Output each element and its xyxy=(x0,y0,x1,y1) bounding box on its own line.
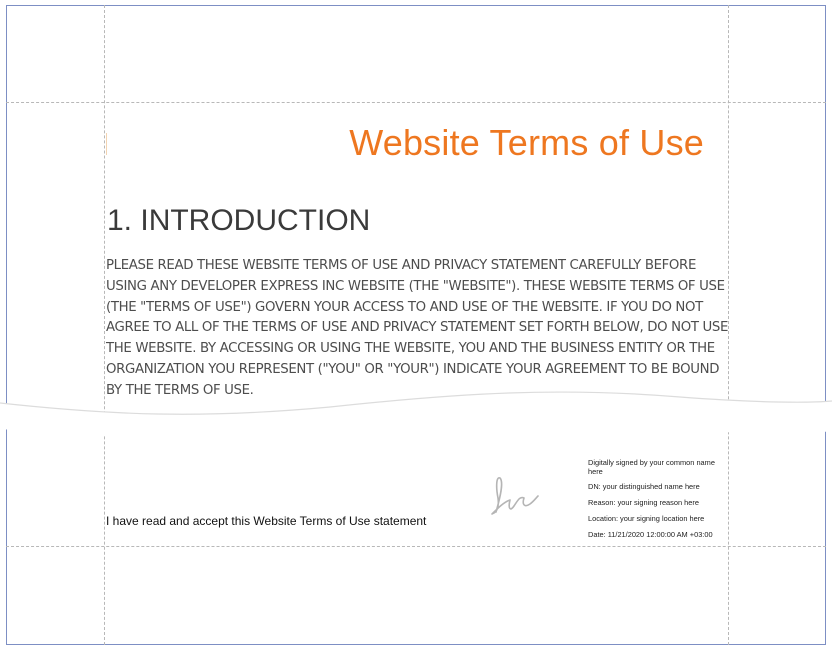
bottom-margin-guide xyxy=(6,546,826,547)
signature-icon xyxy=(486,468,542,520)
signature-dn: DN: your distinguished name here xyxy=(588,482,700,491)
intro-paragraph: PLEASE READ THESE WEBSITE TERMS OF USE AND PRIVACY STATEMENT CAREFULLY BEFORE USING ANY DEVELOPER EXPRESS INC WEBSITE (THE "WEBSITE"). THESE WEBSITE TERMS OF USE (THE "TERMS OF USE") GOVERN YOUR ACCESS TO AND USE OF THE WEBSITE. IF YOU DO NOT AGREE TO ALL OF THE TERMS OF USE AND PRIVACY STATEMENT SET FORTH BELOW, DO NOT USE THE WEBSITE. BY ACCESSING OR USING THE WEBSITE, YOU AND THE BUSINESS ENTITY OR THE ORGANIZATION YOU REPRESENT ("YOU" OR "YOUR") INDICATE YOUR AGREEMENT TO BE BOUND BY THE TERMS OF USE. xyxy=(106,258,729,398)
top-margin-guide xyxy=(6,102,826,103)
text-cursor xyxy=(106,133,107,155)
signature-date: Date: 11/21/2020 12:00:00 AM +03:00 xyxy=(588,530,713,539)
left-margin-guide xyxy=(104,5,105,645)
signature-common-name: Digitally signed by your common name here xyxy=(588,458,715,476)
section-heading: 1. INTRODUCTION xyxy=(107,204,371,237)
digital-signature-block[interactable] xyxy=(588,458,718,546)
document-title: Website Terms of Use xyxy=(349,122,704,163)
signature-location: Location: your signing location here xyxy=(588,514,705,523)
accept-statement: I have read and accept this Website Terms of Use statement xyxy=(106,514,427,528)
signature-reason: Reason: your signing reason here xyxy=(588,498,699,507)
page-break-wave xyxy=(0,385,832,445)
